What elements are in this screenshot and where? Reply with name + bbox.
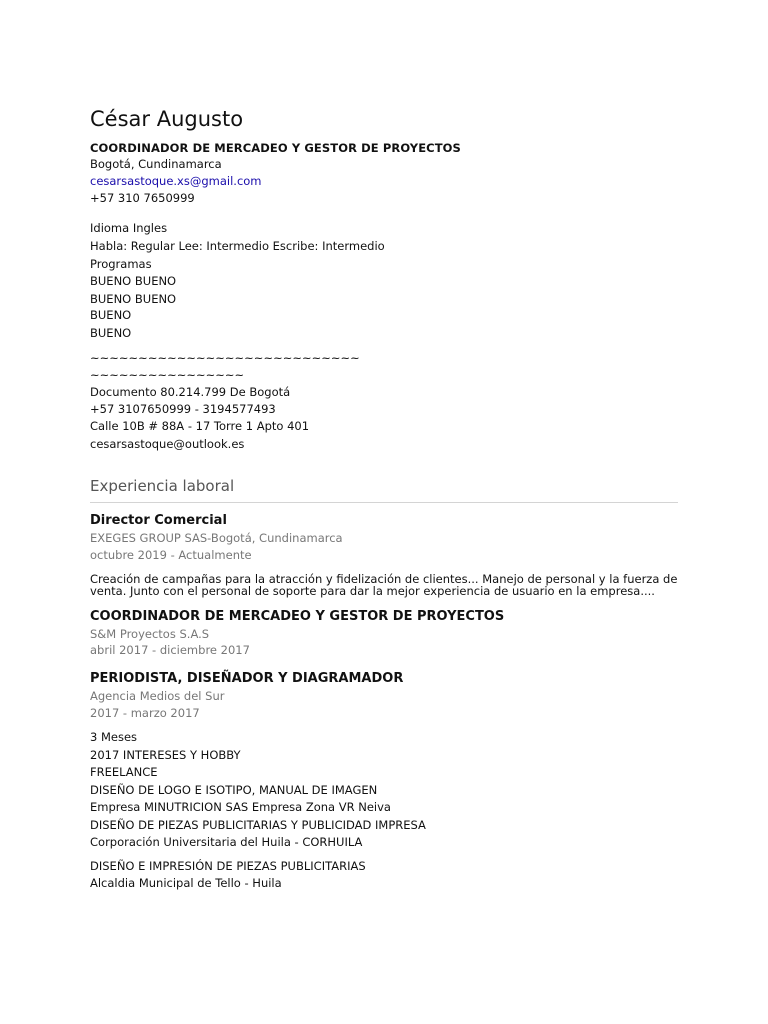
summary-line: BUENO [90,326,132,340]
experience-section-title: Experiencia laboral [90,477,235,495]
job-company: S&M Proyectos S.A.S [90,627,210,641]
extra-line: DISEÑO E IMPRESIÓN DE PIEZAS PUBLICITARIAS [90,859,366,873]
extra-line: Empresa MINUTRICION SAS Empresa Zona VR Neiva [90,800,391,814]
summary-line: BUENO BUENO [90,274,177,288]
extra-line: DISEÑO DE PIEZAS PUBLICITARIAS Y PUBLICIDAD IMPRESA [90,818,426,832]
summary-line: Habla: Regular Lee: Intermedio Escribe: Intermedio [90,239,385,253]
decorative-tilde-line: ~~~~~~~~~~~~~~~~ [90,368,245,382]
job-title: Director Comercial [90,513,227,528]
document-id: Documento 80.214.799 De Bogotá [90,385,291,399]
extra-line: Corporación Universitaria del Huila - CORHUILA [90,835,363,849]
job-dates: octubre 2019 - Actualmente [90,548,252,562]
extra-line: 3 Meses [90,730,138,744]
summary-line: BUENO BUENO [90,292,177,306]
candidate-phone: +57 310 7650999 [90,191,195,205]
summary-line: Idioma Ingles [90,221,168,235]
section-divider [90,502,678,503]
candidate-headline: COORDINADOR DE MERCADEO Y GESTOR DE PROYECTOS [90,141,461,155]
summary-line: BUENO [90,308,132,322]
summary-line: Programas [90,257,152,271]
extra-line: FREELANCE [90,765,158,779]
candidate-email-link[interactable]: cesarsastoque.xs@gmail.com [90,174,262,188]
extra-line: Alcaldia Municipal de Tello - Huila [90,876,282,890]
secondary-email: cesarsastoque@outlook.es [90,437,245,451]
job-title: PERIODISTA, DISEÑADOR Y DIAGRAMADOR [90,671,404,686]
job-description: Creación de campañas para la atracción y fidelización de clientes... Manejo de personal y la fuerza de venta. Junto con el personal de soporte para dar la mejor experiencia de usuario en la empresa.... [90,572,678,598]
job-title: COORDINADOR DE MERCADEO Y GESTOR DE PROYECTOS [90,609,505,624]
decorative-tilde-line: ~~~~~~~~~~~~~~~~~~~~~~~~~~~~ [90,351,360,365]
address: Calle 10B # 88A - 17 Torre 1 Apto 401 [90,419,310,433]
candidate-location: Bogotá, Cundinamarca [90,157,222,171]
candidate-name: César Augusto [90,107,244,131]
job-company: Agencia Medios del Sur [90,689,225,703]
job-dates: abril 2017 - diciembre 2017 [90,643,250,657]
phone-numbers: +57 3107650999 - 3194577493 [90,402,276,416]
job-dates: 2017 - marzo 2017 [90,706,200,720]
job-company: EXEGES GROUP SAS-Bogotá, Cundinamarca [90,531,343,545]
extra-line: 2017 INTERESES Y HOBBY [90,748,241,762]
extra-line: DISEÑO DE LOGO E ISOTIPO, MANUAL DE IMAGEN [90,783,378,797]
